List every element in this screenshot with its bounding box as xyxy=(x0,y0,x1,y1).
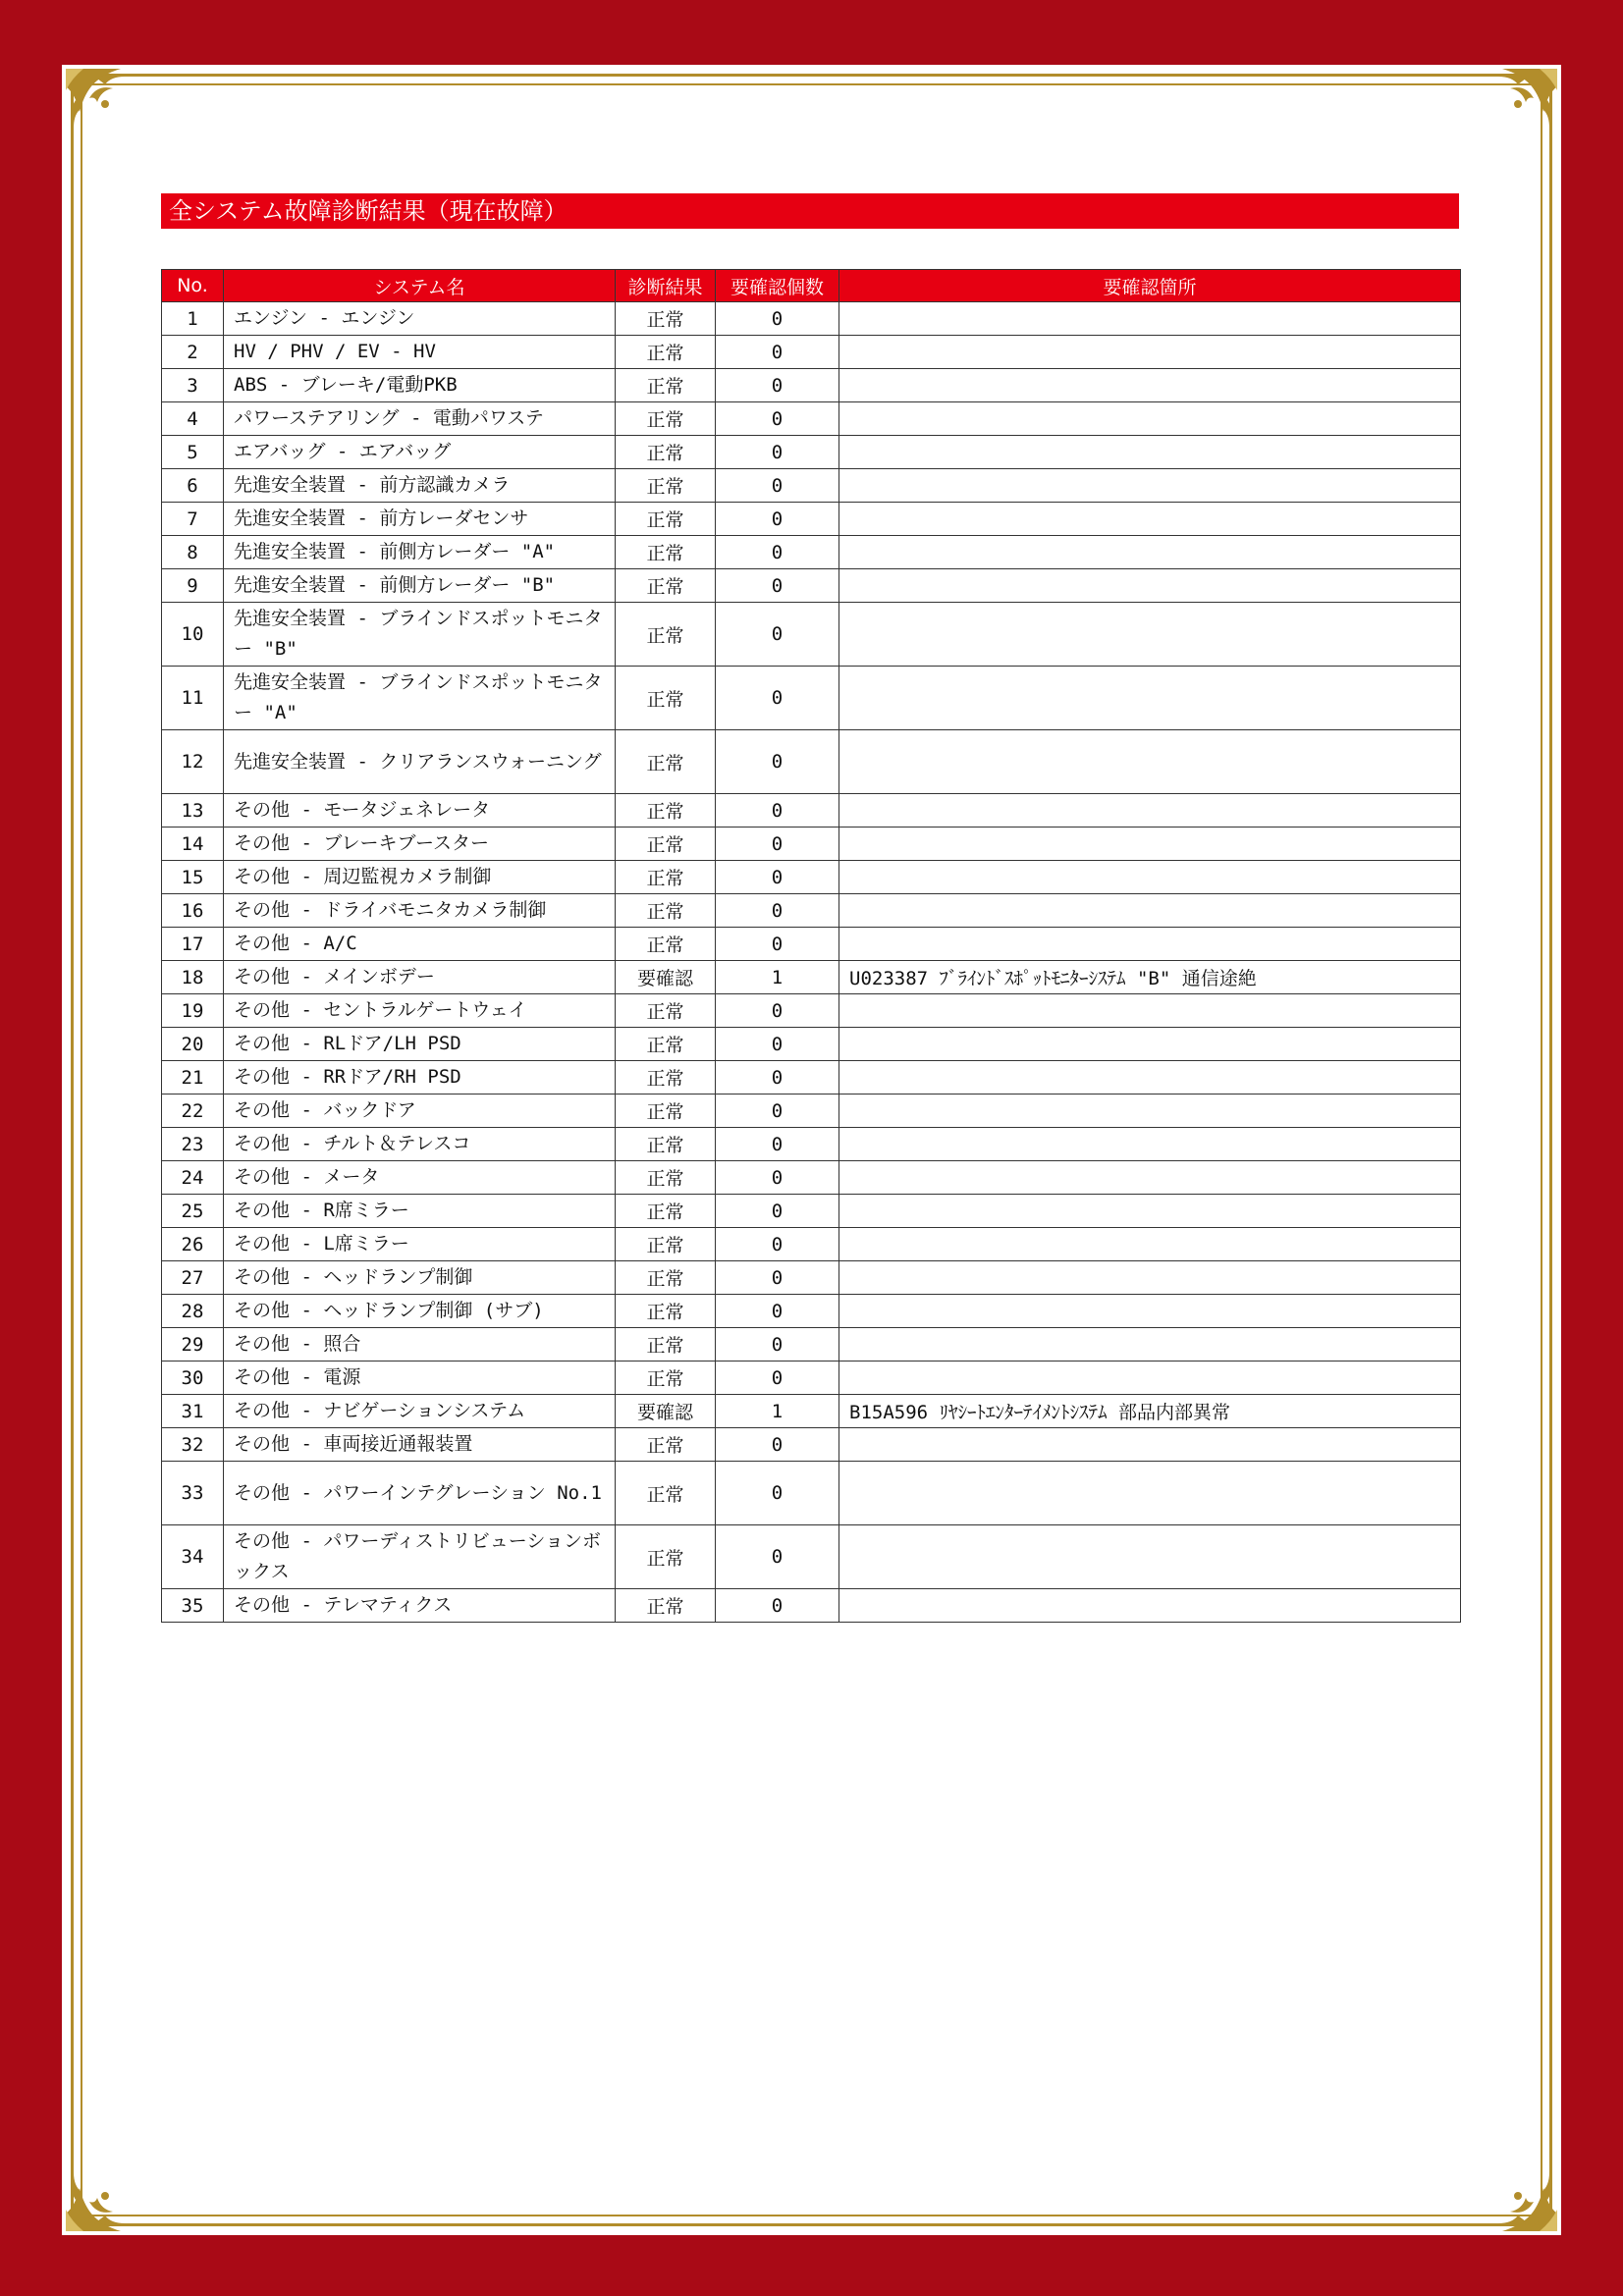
cell-check-location xyxy=(839,1589,1461,1623)
cell-check-location xyxy=(839,1161,1461,1195)
cell-no: 23 xyxy=(162,1128,224,1161)
cell-diagnosis-result: 正常 xyxy=(616,469,716,503)
header-system-name: システム名 xyxy=(224,270,616,302)
header-check-location: 要確認箇所 xyxy=(839,270,1461,302)
cell-system-name: その他 - ナビゲーションシステム xyxy=(224,1395,616,1428)
cell-no: 34 xyxy=(162,1525,224,1589)
cell-no: 11 xyxy=(162,667,224,730)
cell-diagnosis-result: 正常 xyxy=(616,1428,716,1462)
table-row xyxy=(162,961,1461,994)
cell-check-count: 0 xyxy=(716,503,839,536)
cell-check-location xyxy=(839,369,1461,402)
cell-system-name: 先進安全装置 - 前方レーダセンサ xyxy=(224,503,616,536)
cell-check-count: 0 xyxy=(716,1261,839,1295)
cell-no: 14 xyxy=(162,828,224,861)
cell-diagnosis-result: 正常 xyxy=(616,1161,716,1195)
cell-check-count: 0 xyxy=(716,1462,839,1525)
cell-system-name: その他 - パワーディストリビューションボックス xyxy=(224,1525,616,1589)
table-row xyxy=(162,1428,1461,1462)
cell-check-location: U023387 ﾌﾞﾗｲﾝﾄﾞｽﾎﾟｯﾄﾓﾆﾀｰｼｽﾃﾑ "B" 通信途絶 xyxy=(839,961,1461,994)
table-row xyxy=(162,402,1461,436)
cell-no: 12 xyxy=(162,730,224,794)
cell-check-count: 0 xyxy=(716,828,839,861)
cell-check-location xyxy=(839,603,1461,667)
cell-system-name: その他 - メインボデー xyxy=(224,961,616,994)
cell-check-count: 0 xyxy=(716,994,839,1028)
table-row xyxy=(162,1395,1461,1428)
table-row xyxy=(162,1095,1461,1128)
cell-diagnosis-result: 正常 xyxy=(616,1462,716,1525)
cell-system-name: その他 - モータジェネレータ xyxy=(224,794,616,828)
cell-no: 6 xyxy=(162,469,224,503)
cell-no: 8 xyxy=(162,536,224,569)
cell-system-name: パワーステアリング - 電動パワステ xyxy=(224,402,616,436)
cell-no: 10 xyxy=(162,603,224,667)
cell-check-count: 0 xyxy=(716,469,839,503)
table-row xyxy=(162,1128,1461,1161)
cell-diagnosis-result: 正常 xyxy=(616,1061,716,1095)
cell-check-count: 0 xyxy=(716,794,839,828)
cell-check-location xyxy=(839,336,1461,369)
cell-no: 20 xyxy=(162,1028,224,1061)
cell-check-count: 0 xyxy=(716,1589,839,1623)
cell-check-count: 1 xyxy=(716,1395,839,1428)
table-row xyxy=(162,336,1461,369)
cell-check-count: 0 xyxy=(716,1228,839,1261)
cell-system-name: 先進安全装置 - ブラインドスポットモニター "A" xyxy=(224,667,616,730)
table-row xyxy=(162,1589,1461,1623)
cell-no: 26 xyxy=(162,1228,224,1261)
cell-system-name: その他 - ヘッドランプ制御 xyxy=(224,1261,616,1295)
cell-diagnosis-result: 要確認 xyxy=(616,1395,716,1428)
cell-no: 30 xyxy=(162,1362,224,1395)
cell-no: 35 xyxy=(162,1589,224,1623)
cell-diagnosis-result: 正常 xyxy=(616,730,716,794)
cell-check-location xyxy=(839,1061,1461,1095)
cell-check-location xyxy=(839,828,1461,861)
table-row xyxy=(162,536,1461,569)
cell-diagnosis-result: 正常 xyxy=(616,336,716,369)
cell-system-name: その他 - RRドア/RH PSD xyxy=(224,1061,616,1095)
cell-check-count: 0 xyxy=(716,1028,839,1061)
table-row xyxy=(162,302,1461,336)
cell-check-count: 0 xyxy=(716,1095,839,1128)
cell-system-name: 先進安全装置 - 前方認識カメラ xyxy=(224,469,616,503)
cell-diagnosis-result: 正常 xyxy=(616,402,716,436)
table-row xyxy=(162,469,1461,503)
cell-check-location xyxy=(839,1128,1461,1161)
cell-check-count: 0 xyxy=(716,1061,839,1095)
cell-diagnosis-result: 正常 xyxy=(616,1362,716,1395)
table-row xyxy=(162,503,1461,536)
cell-check-count: 0 xyxy=(716,369,839,402)
cell-system-name: エアバッグ - エアバッグ xyxy=(224,436,616,469)
cell-system-name: その他 - セントラルゲートウェイ xyxy=(224,994,616,1028)
cell-system-name: その他 - テレマティクス xyxy=(224,1589,616,1623)
cell-no: 19 xyxy=(162,994,224,1028)
cell-no: 4 xyxy=(162,402,224,436)
cell-check-count: 0 xyxy=(716,1161,839,1195)
cell-check-location xyxy=(839,730,1461,794)
cell-check-count: 0 xyxy=(716,436,839,469)
cell-check-count: 0 xyxy=(716,667,839,730)
cell-diagnosis-result: 正常 xyxy=(616,1028,716,1061)
cell-no: 18 xyxy=(162,961,224,994)
cell-system-name: その他 - RLドア/LH PSD xyxy=(224,1028,616,1061)
cell-system-name: その他 - 車両接近通報装置 xyxy=(224,1428,616,1462)
table-row xyxy=(162,569,1461,603)
cell-diagnosis-result: 正常 xyxy=(616,828,716,861)
table-row xyxy=(162,1462,1461,1525)
cell-check-count: 1 xyxy=(716,961,839,994)
header-no: No. xyxy=(162,270,224,302)
cell-check-count: 0 xyxy=(716,1525,839,1589)
table-row xyxy=(162,994,1461,1028)
cell-system-name: その他 - 照合 xyxy=(224,1328,616,1362)
cell-diagnosis-result: 正常 xyxy=(616,861,716,894)
table-row xyxy=(162,794,1461,828)
table-row xyxy=(162,1028,1461,1061)
cell-check-location xyxy=(839,536,1461,569)
cell-diagnosis-result: 正常 xyxy=(616,1328,716,1362)
table-row xyxy=(162,436,1461,469)
cell-no: 24 xyxy=(162,1161,224,1195)
cell-check-count: 0 xyxy=(716,730,839,794)
cell-check-count: 0 xyxy=(716,894,839,928)
cell-check-location xyxy=(839,402,1461,436)
cell-check-count: 0 xyxy=(716,1195,839,1228)
cell-diagnosis-result: 正常 xyxy=(616,536,716,569)
cell-system-name: ABS - ブレーキ/電動PKB xyxy=(224,369,616,402)
table-row xyxy=(162,1261,1461,1295)
table-row xyxy=(162,1228,1461,1261)
cell-no: 28 xyxy=(162,1295,224,1328)
cell-check-count: 0 xyxy=(716,1328,839,1362)
cell-check-count: 0 xyxy=(716,302,839,336)
cell-check-location xyxy=(839,1028,1461,1061)
cell-system-name: HV / PHV / EV - HV xyxy=(224,336,616,369)
cell-no: 2 xyxy=(162,336,224,369)
cell-system-name: その他 - バックドア xyxy=(224,1095,616,1128)
cell-no: 3 xyxy=(162,369,224,402)
cell-system-name: 先進安全装置 - クリアランスウォーニング xyxy=(224,730,616,794)
cell-diagnosis-result: 正常 xyxy=(616,1525,716,1589)
cell-check-count: 0 xyxy=(716,1362,839,1395)
cell-system-name: その他 - チルト＆テレスコ xyxy=(224,1128,616,1161)
cell-check-location: B15A596 ﾘﾔｼｰﾄｴﾝﾀｰﾃｲﾒﾝﾄｼｽﾃﾑ 部品内部異常 xyxy=(839,1395,1461,1428)
cell-no: 9 xyxy=(162,569,224,603)
cell-check-location xyxy=(839,503,1461,536)
cell-check-location xyxy=(839,1525,1461,1589)
cell-check-count: 0 xyxy=(716,1128,839,1161)
cell-no: 33 xyxy=(162,1462,224,1525)
cell-system-name: 先進安全装置 - 前側方レーダー "A" xyxy=(224,536,616,569)
cell-no: 29 xyxy=(162,1328,224,1362)
cell-system-name: その他 - R席ミラー xyxy=(224,1195,616,1228)
table-row xyxy=(162,1362,1461,1395)
cell-check-location xyxy=(839,794,1461,828)
cell-check-count: 0 xyxy=(716,336,839,369)
table-row xyxy=(162,1328,1461,1362)
cell-check-location xyxy=(839,1195,1461,1228)
cell-check-location xyxy=(839,1095,1461,1128)
cell-check-location xyxy=(839,1228,1461,1261)
cell-system-name: エンジン - エンジン xyxy=(224,302,616,336)
cell-diagnosis-result: 正常 xyxy=(616,794,716,828)
cell-no: 25 xyxy=(162,1195,224,1228)
cell-diagnosis-result: 正常 xyxy=(616,667,716,730)
table-row xyxy=(162,1195,1461,1228)
cell-diagnosis-result: 正常 xyxy=(616,894,716,928)
cell-diagnosis-result: 正常 xyxy=(616,436,716,469)
cell-system-name: 先進安全装置 - ブラインドスポットモニター "B" xyxy=(224,603,616,667)
cell-check-count: 0 xyxy=(716,402,839,436)
table-row xyxy=(162,894,1461,928)
table-row xyxy=(162,667,1461,730)
table-header-row xyxy=(162,270,1461,302)
cell-no: 31 xyxy=(162,1395,224,1428)
cell-system-name: その他 - L席ミラー xyxy=(224,1228,616,1261)
cell-check-location xyxy=(839,436,1461,469)
cell-check-location xyxy=(839,1362,1461,1395)
cell-check-count: 0 xyxy=(716,569,839,603)
cell-no: 7 xyxy=(162,503,224,536)
table-row xyxy=(162,861,1461,894)
cell-no: 5 xyxy=(162,436,224,469)
cell-system-name: その他 - ヘッドランプ制御 (サブ) xyxy=(224,1295,616,1328)
cell-check-location xyxy=(839,569,1461,603)
cell-check-count: 0 xyxy=(716,603,839,667)
cell-no: 21 xyxy=(162,1061,224,1095)
table-row xyxy=(162,1161,1461,1195)
cell-diagnosis-result: 正常 xyxy=(616,1195,716,1228)
table-row xyxy=(162,1295,1461,1328)
diagnosis-table xyxy=(161,269,1461,1623)
table-row xyxy=(162,730,1461,794)
cell-no: 1 xyxy=(162,302,224,336)
cell-diagnosis-result: 正常 xyxy=(616,1228,716,1261)
corner-ornament-icon xyxy=(1471,65,1561,155)
cell-no: 27 xyxy=(162,1261,224,1295)
header-diagnosis-result: 診断結果 xyxy=(616,270,716,302)
cell-check-location xyxy=(839,469,1461,503)
corner-ornament-icon xyxy=(1471,2145,1561,2235)
cell-check-count: 0 xyxy=(716,1428,839,1462)
cell-check-count: 0 xyxy=(716,1295,839,1328)
cell-no: 32 xyxy=(162,1428,224,1462)
cell-diagnosis-result: 正常 xyxy=(616,603,716,667)
table-row xyxy=(162,1525,1461,1589)
cell-diagnosis-result: 要確認 xyxy=(616,961,716,994)
cell-check-location xyxy=(839,1295,1461,1328)
cell-system-name: 先進安全装置 - 前側方レーダー "B" xyxy=(224,569,616,603)
table-row xyxy=(162,1061,1461,1095)
table-row xyxy=(162,828,1461,861)
report-page xyxy=(62,65,1561,2235)
table-row xyxy=(162,369,1461,402)
cell-check-location xyxy=(839,928,1461,961)
cell-check-location xyxy=(839,1328,1461,1362)
cell-check-location xyxy=(839,1462,1461,1525)
cell-diagnosis-result: 正常 xyxy=(616,302,716,336)
cell-check-count: 0 xyxy=(716,536,839,569)
cell-system-name: その他 - パワーインテグレーション No.1 xyxy=(224,1462,616,1525)
cell-check-location xyxy=(839,861,1461,894)
cell-no: 17 xyxy=(162,928,224,961)
section-title: 全システム故障診断結果（現在故障） xyxy=(161,193,1459,229)
cell-check-location xyxy=(839,667,1461,730)
cell-system-name: その他 - A/C xyxy=(224,928,616,961)
cell-diagnosis-result: 正常 xyxy=(616,1261,716,1295)
table-row xyxy=(162,928,1461,961)
cell-check-location xyxy=(839,994,1461,1028)
cell-system-name: その他 - メータ xyxy=(224,1161,616,1195)
cell-no: 22 xyxy=(162,1095,224,1128)
cell-check-location xyxy=(839,302,1461,336)
cell-no: 13 xyxy=(162,794,224,828)
cell-check-location xyxy=(839,1428,1461,1462)
cell-no: 16 xyxy=(162,894,224,928)
cell-no: 15 xyxy=(162,861,224,894)
cell-diagnosis-result: 正常 xyxy=(616,928,716,961)
cell-system-name: その他 - ブレーキブースター xyxy=(224,828,616,861)
cell-diagnosis-result: 正常 xyxy=(616,994,716,1028)
cell-check-count: 0 xyxy=(716,928,839,961)
corner-ornament-icon xyxy=(62,65,152,155)
cell-diagnosis-result: 正常 xyxy=(616,1589,716,1623)
cell-system-name: その他 - 電源 xyxy=(224,1362,616,1395)
cell-system-name: その他 - ドライバモニタカメラ制御 xyxy=(224,894,616,928)
header-check-count: 要確認個数 xyxy=(716,270,839,302)
table-row xyxy=(162,603,1461,667)
cell-system-name: その他 - 周辺監視カメラ制御 xyxy=(224,861,616,894)
cell-diagnosis-result: 正常 xyxy=(616,1295,716,1328)
corner-ornament-icon xyxy=(62,2145,152,2235)
cell-diagnosis-result: 正常 xyxy=(616,503,716,536)
cell-check-location xyxy=(839,894,1461,928)
cell-diagnosis-result: 正常 xyxy=(616,1095,716,1128)
cell-diagnosis-result: 正常 xyxy=(616,369,716,402)
cell-check-location xyxy=(839,1261,1461,1295)
cell-diagnosis-result: 正常 xyxy=(616,1128,716,1161)
cell-diagnosis-result: 正常 xyxy=(616,569,716,603)
cell-check-count: 0 xyxy=(716,861,839,894)
